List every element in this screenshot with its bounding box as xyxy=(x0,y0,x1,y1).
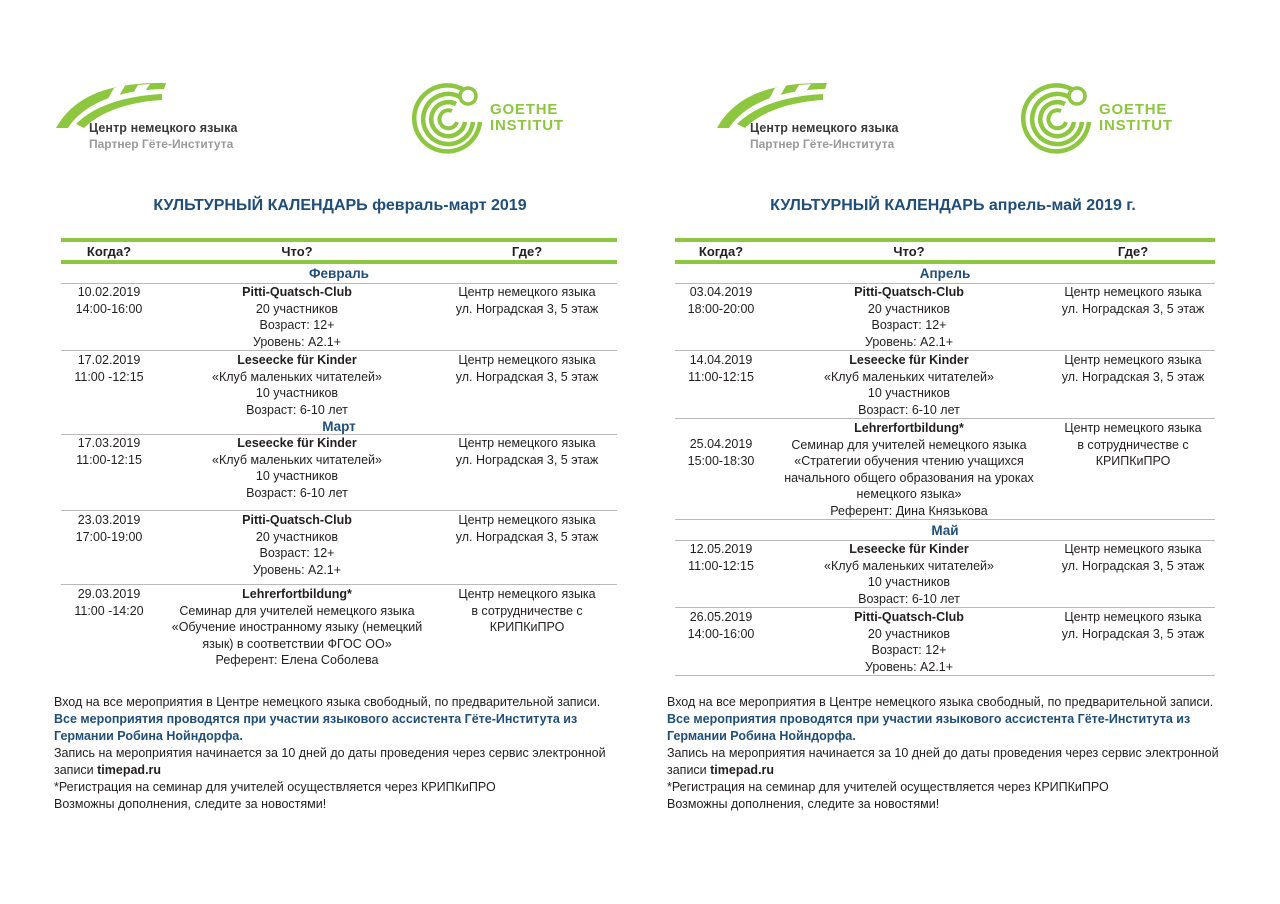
table-header xyxy=(61,242,617,260)
calendar-apr-may xyxy=(667,0,1267,904)
footer-line: Запись на мероприятия начинается за 10 дней до даты проведения через сервис электронной xyxy=(54,746,606,760)
event-name: Leseecke für Kinder xyxy=(237,353,357,367)
event-date: 14.04.2019 xyxy=(689,353,753,367)
event-detail: 20 участников xyxy=(867,301,951,316)
event-date: 12.05.2019 xyxy=(689,542,753,556)
event-detail: «Клуб маленьких читателей» xyxy=(212,452,382,467)
event-name: Lehrerfortbildung* xyxy=(242,587,352,601)
event-name: Pitti-Quatsch-Club xyxy=(242,513,352,527)
table-row xyxy=(61,283,617,350)
event-detail: 20 участников xyxy=(255,529,339,544)
goethe-circle-icon xyxy=(1021,80,1097,154)
footer-line: *Регистрация на семинар для учителей осуществляется через КРИПКиПРО xyxy=(54,780,496,794)
event-detail: Референт: Дина Князькова xyxy=(830,503,988,518)
event-place: ул. Ноградская 3, 5 этаж xyxy=(455,369,599,384)
event-detail: Возраст: 6-10 лет xyxy=(858,591,960,606)
event-detail: Уровень: A2.1+ xyxy=(864,334,954,349)
header-where: Где? xyxy=(511,243,543,259)
event-date: 10.02.2019 xyxy=(77,285,141,299)
zentrum-partner: Партнер Гёте-Института xyxy=(750,137,895,151)
header-what: Что? xyxy=(281,243,313,259)
event-date: 29.03.2019 xyxy=(77,587,141,601)
calendar-feb-mar xyxy=(54,0,654,904)
footer-line: Запись на мероприятия начинается за 10 дней до даты проведения через сервис электронной xyxy=(667,746,1219,760)
footer-text: записи xyxy=(667,763,711,777)
event-detail: Семинар для учителей немецкого языка xyxy=(791,437,1027,452)
header-when: Когда? xyxy=(86,243,132,259)
zentrum-logo xyxy=(54,78,254,156)
event-time: 11:00-12:15 xyxy=(688,369,754,384)
event-place: в сотрудничестве с xyxy=(1077,437,1189,452)
event-detail: 20 участников xyxy=(867,626,951,641)
footer-line xyxy=(54,762,644,779)
table-row xyxy=(675,283,1215,350)
footer-assistant: Все мероприятия проводятся при участии языкового ассистента Гёте-Института из xyxy=(54,712,578,726)
event-place: Центр немецкого языка xyxy=(458,513,596,527)
month-heading: Апрель xyxy=(919,266,971,281)
table-row xyxy=(61,350,617,418)
event-detail: Референт: Елена Соболева xyxy=(215,653,379,667)
footer-line: Вход на все мероприятия в Центре немецкого языка свободный, по предварительной записи. xyxy=(54,695,601,709)
header-what: Что? xyxy=(893,243,925,259)
event-place: КРИПКиПРО xyxy=(489,620,565,634)
footer-assistant: Все мероприятия проводятся при участии языкового ассистента Гёте-Института из xyxy=(667,712,1191,726)
event-detail: Уровень: A2.1+ xyxy=(864,659,954,674)
event-detail: Возраст: 6-10 лет xyxy=(858,402,960,417)
footer-notes xyxy=(667,694,1257,813)
event-detail: Семинар для учителей немецкого языка xyxy=(179,603,415,618)
event-time: 11:00 -14:20 xyxy=(74,603,144,618)
table-row xyxy=(61,584,617,669)
event-place: ул. Ноградская 3, 5 этаж xyxy=(1061,626,1205,641)
event-detail: «Обучение иностранному языку (немецкий xyxy=(171,620,423,634)
event-place: ул. Ноградская 3, 5 этаж xyxy=(455,452,599,467)
footer-line: Возможны дополнения, следите за новостями! xyxy=(54,797,327,811)
event-detail: «Клуб маленьких читателей» xyxy=(824,558,994,573)
event-place: в сотрудничестве с xyxy=(471,603,583,618)
event-place: Центр немецкого языка xyxy=(458,587,596,601)
event-place: ул. Ноградская 3, 5 этаж xyxy=(1061,301,1205,316)
zentrum-partner: Партнер Гёте-Института xyxy=(89,137,234,151)
event-time: 14:00-16:00 xyxy=(687,626,755,641)
calendar-title: КУЛЬТУРНЫЙ КАЛЕНДАРЬ февраль-март 2019 xyxy=(153,197,527,214)
event-place: ул. Ноградская 3, 5 этаж xyxy=(1061,369,1205,384)
event-time: 14:00-16:00 xyxy=(75,301,143,316)
event-detail: Возраст: 12+ xyxy=(871,643,947,657)
event-detail: начального общего образования на уроках xyxy=(784,470,1034,485)
footer-line: Вход на все мероприятия в Центре немецкого языка свободный, по предварительной записи. xyxy=(667,695,1214,709)
month-heading: Май xyxy=(675,519,1215,540)
footer-text: записи xyxy=(54,763,98,777)
event-place: Центр немецкого языка xyxy=(458,285,596,299)
event-name: Leseecke für Kinder xyxy=(237,436,357,450)
event-place: ул. Ноградская 3, 5 этаж xyxy=(1061,558,1205,573)
institut-word: INSTITUT xyxy=(490,117,564,134)
event-detail: Возраст: 12+ xyxy=(871,318,947,332)
event-date: 03.04.2019 xyxy=(689,285,753,299)
footer-line: Возможны дополнения, следите за новостями! xyxy=(667,797,940,811)
event-place: ул. Ноградская 3, 5 этаж xyxy=(455,301,599,316)
zentrum-name: Центр немецкого языка xyxy=(89,121,238,135)
event-date: 23.03.2019 xyxy=(77,513,141,527)
calendar-title: КУЛЬТУРНЫЙ КАЛЕНДАРЬ апрель-май 2019 г. xyxy=(770,197,1136,214)
event-time: 15:00-18:30 xyxy=(687,453,755,468)
event-place: КРИПКиПРО xyxy=(1095,454,1171,468)
table-row xyxy=(675,607,1215,675)
timepad-link: timepad.ru xyxy=(97,763,162,777)
footer-assistant: Германии Робина Нойндорфа. xyxy=(667,729,856,743)
event-detail: 10 участников xyxy=(255,469,339,483)
event-detail: язык) в соответствии ФГОС ОО» xyxy=(202,636,392,651)
event-detail: 20 участников xyxy=(255,301,339,316)
institut-word: INSTITUT xyxy=(1099,117,1173,134)
event-detail: «Клуб маленьких читателей» xyxy=(212,369,382,384)
event-name: Pitti-Quatsch-Club xyxy=(854,610,964,624)
table-header xyxy=(675,242,1215,260)
event-place: ул. Ноградская 3, 5 этаж xyxy=(455,529,599,544)
event-time: 11:00-12:15 xyxy=(688,558,754,573)
event-place: Центр немецкого языка xyxy=(1064,353,1202,367)
table-row xyxy=(675,540,1215,607)
event-date: 26.05.2019 xyxy=(689,610,753,624)
month-heading: Февраль xyxy=(309,266,369,281)
table-row xyxy=(675,418,1215,519)
event-detail: Возраст: 12+ xyxy=(259,546,335,560)
month-heading: Март xyxy=(322,419,356,434)
event-place: Центр немецкого языка xyxy=(458,353,596,367)
events-table xyxy=(675,238,1215,676)
event-detail: Возраст: 12+ xyxy=(259,318,335,332)
event-detail: «Стратегии обучения чтению учащихся xyxy=(794,454,1024,468)
footer-line xyxy=(667,762,1257,779)
table-row xyxy=(61,510,617,578)
event-detail: Возраст: 6-10 лет xyxy=(246,485,348,500)
table-bottom-rule xyxy=(675,675,1215,676)
event-time: 11:00-12:15 xyxy=(76,452,142,467)
footer-notes xyxy=(54,694,644,813)
event-detail: «Клуб маленьких читателей» xyxy=(824,369,994,384)
event-detail: 10 участников xyxy=(867,575,951,589)
event-time: 17:00-19:00 xyxy=(75,529,143,544)
zentrum-name: Центр немецкого языка xyxy=(750,121,899,135)
header-where: Где? xyxy=(1117,243,1149,259)
event-name: Leseecke für Kinder xyxy=(849,353,969,367)
goethe-word: GOETHE xyxy=(1099,101,1168,118)
event-date: 17.03.2019 xyxy=(77,436,141,450)
event-name: Lehrerfortbildung* xyxy=(854,421,964,435)
event-name: Pitti-Quatsch-Club xyxy=(242,285,352,299)
header-when: Когда? xyxy=(698,243,744,259)
event-detail: 10 участников xyxy=(255,386,339,400)
event-name: Pitti-Quatsch-Club xyxy=(854,285,964,299)
footer-assistant: Германии Робина Нойндорфа. xyxy=(54,729,243,743)
event-place: Центр немецкого языка xyxy=(1064,421,1202,435)
event-date: 25.04.2019 xyxy=(689,437,753,451)
event-place: Центр немецкого языка xyxy=(1064,610,1202,624)
event-place: Центр немецкого языка xyxy=(1064,542,1202,556)
event-place: Центр немецкого языка xyxy=(1064,285,1202,299)
event-place: Центр немецкого языка xyxy=(458,436,596,450)
goethe-logo xyxy=(412,80,582,154)
events-table xyxy=(61,238,617,669)
event-time: 18:00-20:00 xyxy=(687,301,755,316)
event-time: 11:00 -12:15 xyxy=(74,369,144,384)
goethe-circle-icon xyxy=(412,80,488,154)
event-detail: Уровень: A2.1+ xyxy=(252,334,342,349)
event-detail: Уровень: A2.1+ xyxy=(252,562,342,577)
timepad-link: timepad.ru xyxy=(710,763,775,777)
goethe-word: GOETHE xyxy=(490,101,559,118)
event-detail: немецкого языка» xyxy=(856,487,962,501)
zentrum-logo xyxy=(715,78,915,156)
event-name: Leseecke für Kinder xyxy=(849,542,969,556)
event-date: 17.02.2019 xyxy=(77,353,141,367)
goethe-logo xyxy=(1021,80,1191,154)
table-row xyxy=(675,350,1215,418)
event-detail: Возраст: 6-10 лет xyxy=(246,402,348,417)
footer-line: *Регистрация на семинар для учителей осуществляется через КРИПКиПРО xyxy=(667,780,1109,794)
table-row xyxy=(61,434,617,501)
event-detail: 10 участников xyxy=(867,386,951,400)
